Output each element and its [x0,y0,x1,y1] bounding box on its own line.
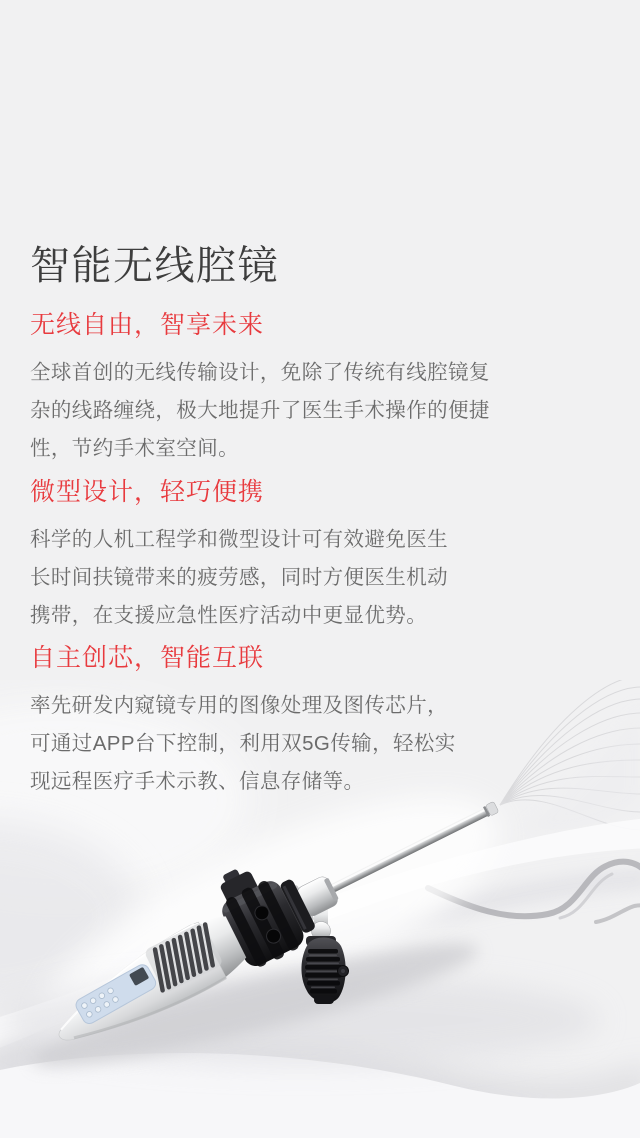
section-compact-design [30,477,590,635]
section-wireless-freedom [30,310,590,468]
page-title: 智能无线腔镜 [30,244,279,288]
section-smart-chip [30,643,590,801]
body-line: 携带，在支援应急性医疗活动中更显优势。 [30,604,428,627]
body-line: 科学的人机工程学和微型设计可有效避免医生 [30,528,448,551]
section-heading: 自主创芯，智能互联 [30,644,265,672]
body-line: 长时间扶镜带来的疲劳感，同时方便医生机动 [30,566,448,589]
body-line: 性，节约手术室空间。 [30,437,239,460]
section-heading: 无线自由，智享未来 [30,311,265,339]
section-body [30,687,590,801]
body-line: 杂的线路缠绕，极大地提升了医生手术操作的便捷 [30,399,490,422]
section-body [30,521,590,635]
body-line: 全球首创的无线传输设计，免除了传统有线腔镜复 [30,361,490,384]
section-body [30,354,590,468]
body-line: 率先研发内窥镜专用的图像处理及图传芯片， [30,694,448,717]
body-line: 现远程医疗手术示教、信息存储等。 [30,770,365,793]
body-line: 可通过APP台下控制，利用双5G传输，轻松实 [30,732,456,755]
section-heading: 微型设计，轻巧便携 [30,478,265,506]
